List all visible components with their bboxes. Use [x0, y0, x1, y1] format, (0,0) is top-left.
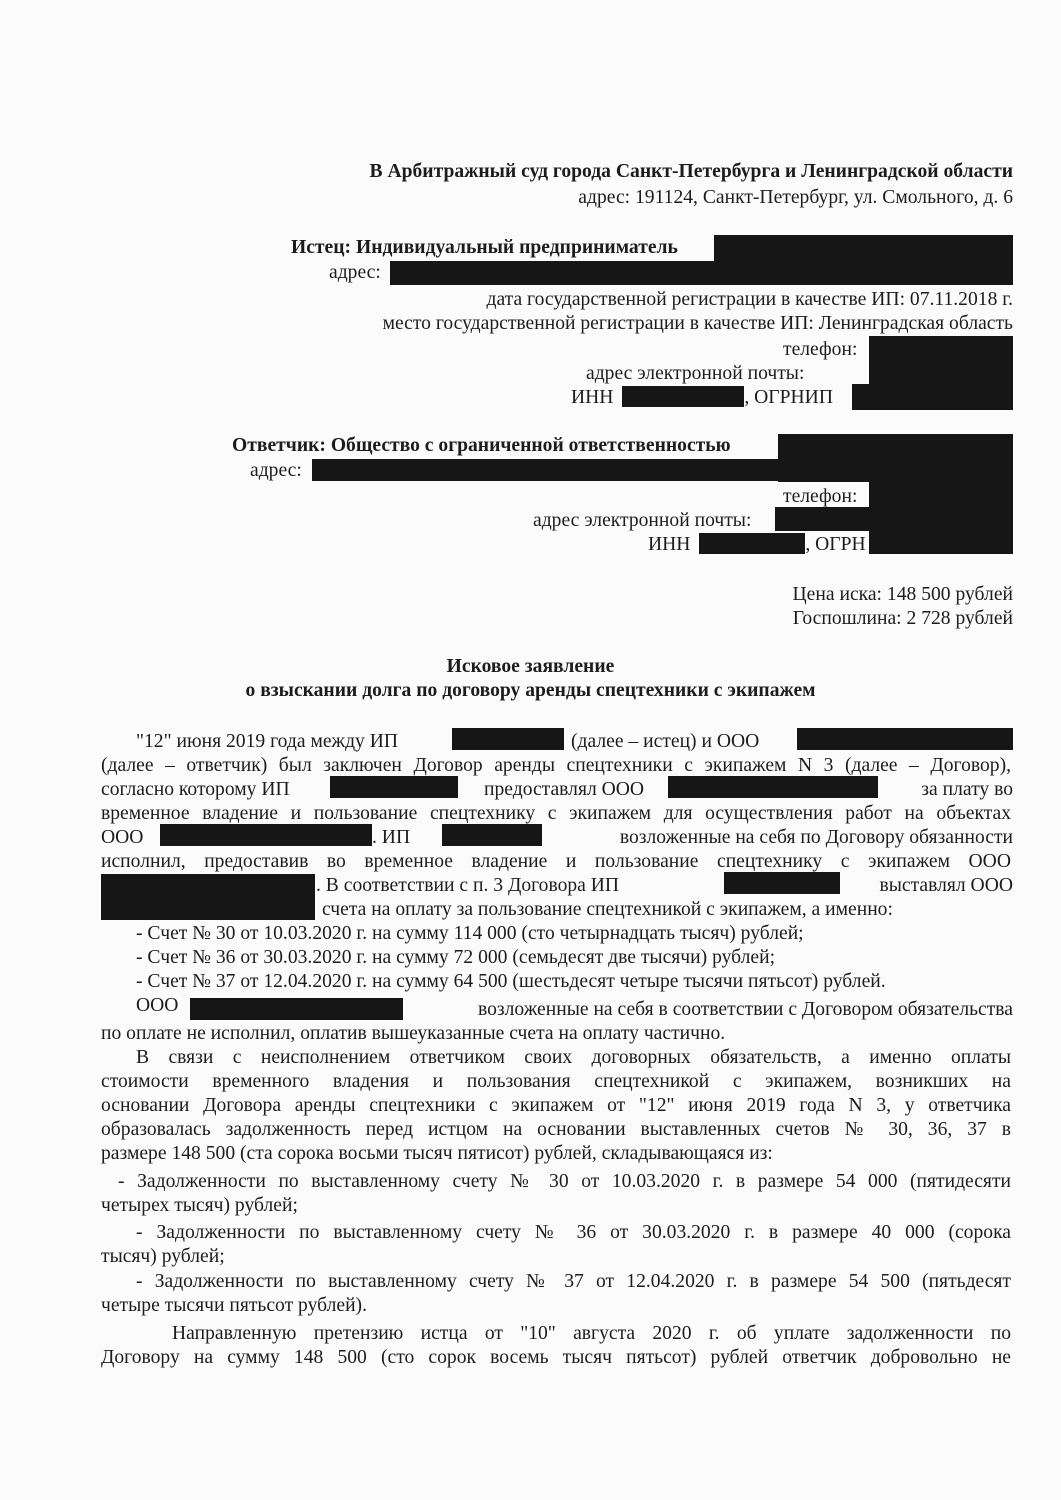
p1-line3c: за плату во [921, 779, 1013, 800]
redaction-plaintiff-ogrnip [852, 384, 1013, 410]
redaction-defendant-address [312, 459, 782, 481]
plaintiff-ogrnip-label: , ОГРНИП [744, 387, 833, 408]
p4-line1: Направленную претензию истца от "10" августа 2020 г. об уплате задолженности по [172, 1323, 1011, 1344]
p2-line1a: ООО [136, 995, 179, 1016]
debt-30-line2: четырех тысяч) рублей; [101, 1195, 298, 1216]
redaction-ip-3 [442, 824, 542, 846]
plaintiff-email-label: адрес электронной почты: [586, 363, 805, 384]
plaintiff-address-label: адрес: [329, 262, 381, 283]
defendant-phone-label: телефон: [783, 486, 858, 507]
p2-line2: по оплате не исполнил, оплатив вышеуказанные счета на оплату частично. [101, 1023, 726, 1044]
redaction-ooo-5 [190, 998, 403, 1020]
redaction-ip-4 [724, 872, 840, 894]
court-address: адрес: 191124, Санкт-Петербург, ул. Смольного, д. 6 [578, 187, 1013, 208]
p1-line2: (далее – ответчик) был заключен Договор аренды спецтехники с экипажем N 3 (далее – Договор), [101, 755, 1011, 776]
defendant-inn-line [648, 533, 866, 557]
debt-30-line1: - Задолженности по выставленному счету № 30 от 10.03.2020 г. в размере 54 000 (пятидесяти [118, 1171, 1011, 1192]
redaction-defendant-inn [699, 533, 805, 554]
debt-37-line1: - Задолженности по выставленному счету № 37 от 12.04.2020 г. в размере 54 500 (пятьдесят [136, 1271, 1011, 1292]
invoice-30: - Счет № 30 от 10.03.2020 г. на сумму 114 000 (сто четырнадцать тысяч) рублей; [136, 923, 804, 944]
redaction-plaintiff-inn [622, 386, 744, 407]
plaintiff-reg-date: дата государственной регистрации в качестве ИП: 07.11.2018 г. [486, 289, 1013, 310]
plaintiff-phone-label: телефон: [783, 339, 858, 360]
p3-line5: размере 148 500 (ста сорока восьми тысяч пятисот) рублей, складывающаяся из: [101, 1143, 773, 1164]
defendant-inn-label: ИНН [648, 534, 691, 555]
claim-price: Цена иска: 148 500 рублей [792, 584, 1013, 605]
document-subtitle: о взыскании долга по договору аренды спецтехники с экипажем [245, 680, 816, 701]
redaction-defendant-email [775, 507, 871, 531]
p1-line6: исполнил, предоставив во временное владение и пользование спецтехнику с экипажем ООО [101, 851, 1011, 872]
redaction-ooo-4 [101, 874, 315, 920]
redaction-defendant-contacts [869, 482, 1013, 554]
invoice-37: - Счет № 37 от 12.04.2020 г. на сумму 64 500 (шестьдесят четыре тысячи пятьсот) рублей. [136, 971, 886, 992]
p3-line4: образовалась задолженность перед истцом на основании выставленных счетов № 30, 36, 37 в [101, 1119, 1011, 1140]
plaintiff-inn-label: ИНН [571, 387, 614, 408]
debt-36-line1: - Задолженности по выставленному счету № 36 от 30.03.2020 г. в размере 40 000 (сорока [136, 1222, 1011, 1243]
p3-line3: основании Договора аренды спецтехники с экипажем от "12" июня 2019 года N 3, у ответчика [101, 1095, 1011, 1116]
redaction-ooo-1 [797, 728, 1013, 750]
defendant-ogrn-label: , ОГРН [805, 534, 866, 555]
p1-line3a: согласно которому ИП [101, 779, 290, 800]
p1-line7a: . В соответствии с п. 3 Договора ИП [316, 875, 620, 896]
redaction-ooo-2 [668, 776, 878, 798]
p1-line4: временное владение и пользование спецтехнику с экипажем для осуществления работ на объектах [101, 803, 1011, 824]
p1-line5a: ООО [101, 827, 144, 848]
plaintiff-inn-line [571, 386, 833, 410]
state-fee: Госпошлина: 2 728 рублей [792, 608, 1013, 629]
p1-line1a: "12" июня 2019 года между ИП [136, 731, 399, 752]
invoice-36: - Счет № 36 от 30.03.2020 г. на сумму 72 000 (семьдесят две тысячи) рублей; [136, 947, 776, 968]
court-name: В Арбитражный суд города Санкт-Петербурга и Ленинградской области [369, 161, 1013, 182]
defendant-email-label: адрес электронной почты: [533, 510, 752, 531]
plaintiff-title: Истец: Индивидуальный предприниматель [291, 237, 678, 258]
defendant-title: Ответчик: Общество с ограниченной ответственностью [232, 435, 731, 456]
debt-36-line2: тысяч) рублей; [101, 1246, 225, 1267]
p2-line1b: возложенные на себя в соответствии с Договором обязательства [478, 999, 1013, 1020]
redaction-plaintiff-address [390, 261, 716, 285]
p1-line1b: (далее – истец) и ООО [571, 731, 760, 752]
redaction-defendant-name [778, 434, 1013, 482]
defendant-address-label: адрес: [250, 460, 302, 481]
p1-line8: счета на оплату за пользование спецтехникой с экипажем, а именно: [322, 899, 893, 920]
p3-line1: В связи с неисполнением ответчиком своих договорных обязательств, а именно оплаты [136, 1047, 1011, 1068]
redaction-ip-2 [330, 776, 458, 798]
p1-line7b: выставлял ООО [879, 875, 1013, 896]
redaction-ooo-3 [160, 824, 372, 846]
p1-line5b: . ИП [372, 827, 411, 848]
document-title: Исковое заявление [446, 656, 615, 677]
debt-37-line2: четыре тысячи пятьсот рублей). [101, 1295, 367, 1316]
p1-line3b: предоставлял ООО [484, 779, 645, 800]
redaction-plaintiff-name [714, 235, 1013, 285]
p3-line2: стоимости временного владения и пользования спецтехникой с экипажем, возникших на [101, 1071, 1011, 1092]
plaintiff-reg-place: место государственной регистрации в качестве ИП: Ленинградская область [382, 313, 1013, 334]
redaction-ip-1 [452, 728, 564, 750]
p1-line5c: возложенные на себя по Договору обязанности [619, 827, 1013, 848]
p4-line2: Договору на сумму 148 500 (сто сорок восемь тысяч пятьсот) рублей ответчик добровольно не [101, 1347, 1011, 1368]
